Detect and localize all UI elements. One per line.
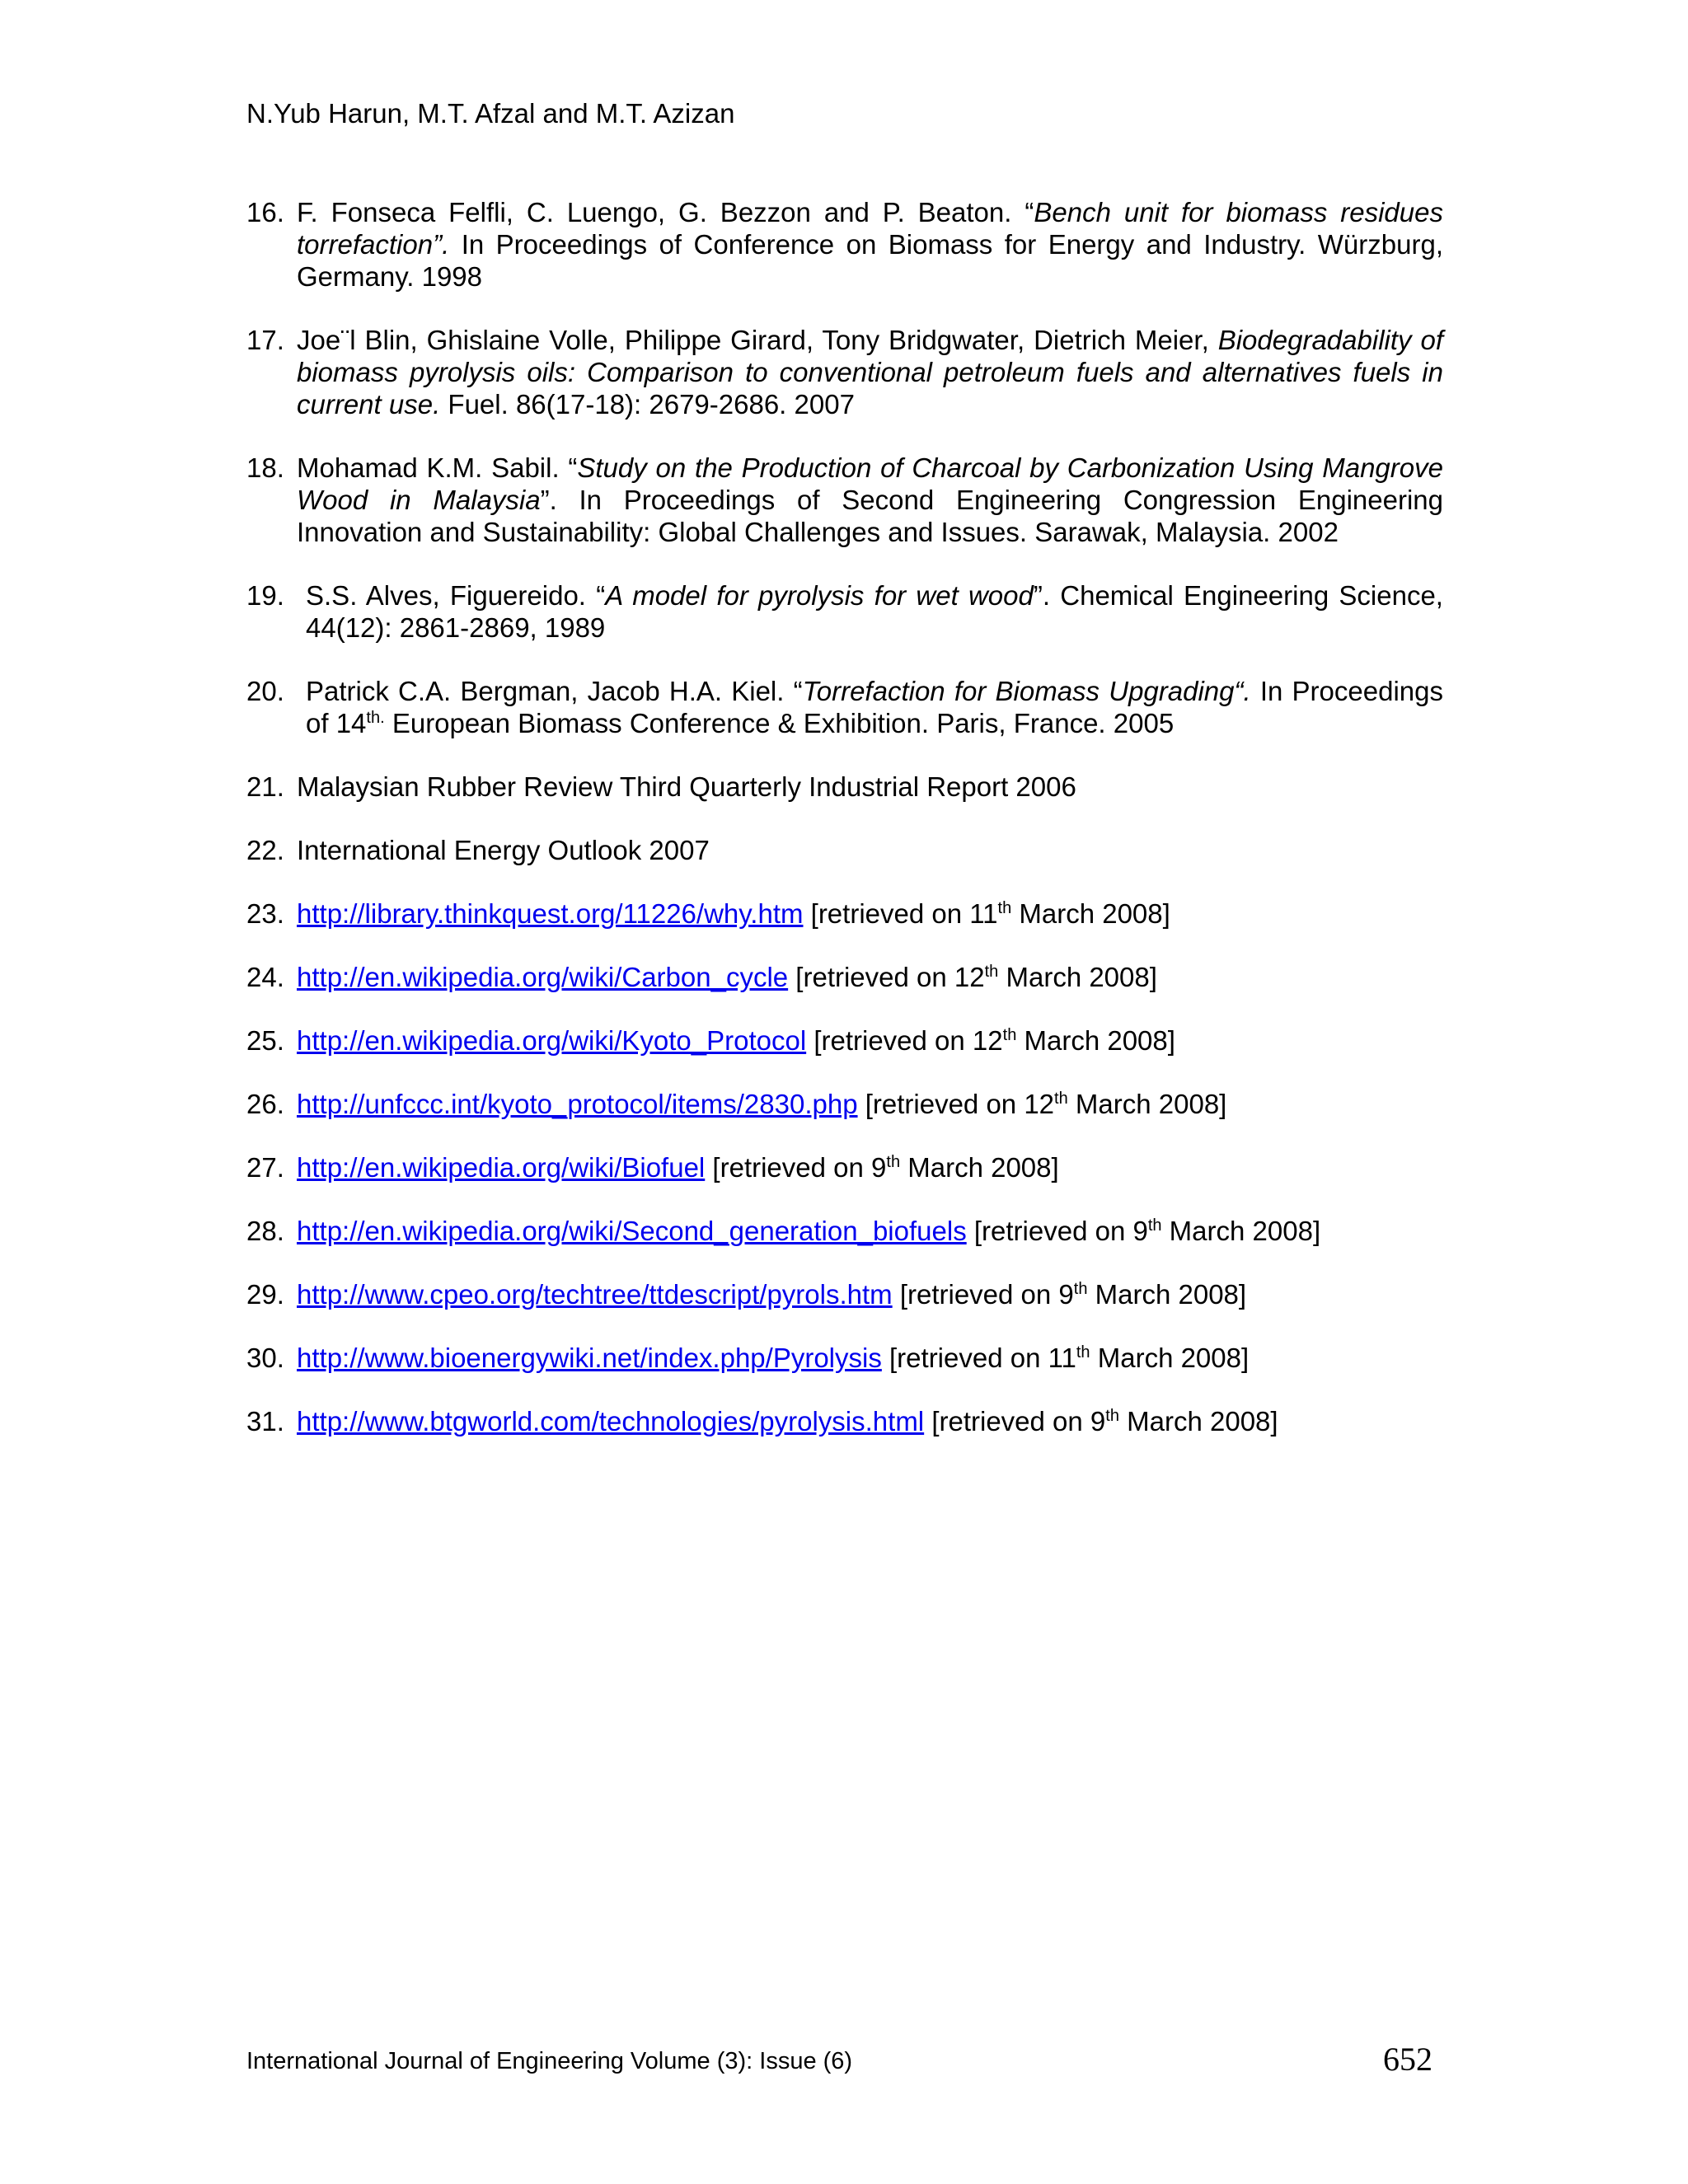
reference-29: [246, 1278, 1443, 1310]
reference-title: Study on the Production of Charcoal by Carbonization Using Mangrove Wood in Malaysia: [297, 452, 1443, 515]
reference-number: 26.: [246, 1089, 284, 1119]
reference-17: [246, 324, 1443, 420]
reference-26: [246, 1088, 1443, 1120]
reference-number: 16.: [246, 197, 284, 227]
reference-text: Mohamad K.M. Sabil. “Study on the Production of Charcoal by Carbonization Using Mangrove Wood in Malaysia”. In Proceedings of Second Engineering Congression Engineering Innovation and Sustainability: Global Challenges and Issues. Sarawak, Malaysia. 2002: [297, 452, 1443, 547]
reference-number: 19.: [246, 580, 284, 611]
reference-19: [246, 579, 1443, 644]
page-number: 652: [1383, 2041, 1432, 2078]
reference-18: [246, 452, 1443, 548]
reference-23: [246, 898, 1443, 930]
reference-link[interactable]: http://www.bioenergywiki.net/index.php/Pyrolysis: [297, 1343, 882, 1373]
reference-title: Torrefaction for Biomass Upgrading“.: [802, 676, 1251, 706]
reference-text: http://www.btgworld.com/technologies/pyrolysis.html [retrieved on 9th March 2008]: [297, 1406, 1278, 1436]
reference-number: 21.: [246, 771, 284, 802]
reference-title: A model for pyrolysis for wet wood: [605, 580, 1034, 611]
reference-25: [246, 1024, 1443, 1057]
reference-28: [246, 1215, 1443, 1247]
reference-text: F. Fonseca Felfli, C. Luengo, G. Bezzon and P. Beaton. “Bench unit for biomass residues torrefaction”. In Proceedings of Conference on Biomass for Energy and Industry. Würzburg, Germany. 1998: [297, 197, 1443, 292]
reference-link[interactable]: http://en.wikipedia.org/wiki/Kyoto_Protocol: [297, 1025, 807, 1056]
reference-number: 23.: [246, 898, 284, 929]
reference-22: [246, 834, 1443, 866]
reference-30: [246, 1342, 1443, 1374]
reference-number: 31.: [246, 1406, 284, 1436]
reference-31: [246, 1405, 1443, 1437]
reference-link[interactable]: http://library.thinkquest.org/11226/why.htm: [297, 898, 804, 929]
reference-text: Joe¨l Blin, Ghislaine Volle, Philippe Girard, Tony Bridgwater, Dietrich Meier, Biodegradability of biomass pyrolysis oils: Comparison to conventional petroleum fuels and alternatives fuels in current use. Fuel. 86(17-18): 2679-2686. 2007: [297, 325, 1443, 419]
reference-text: http://library.thinkquest.org/11226/why.htm [retrieved on 11th March 2008]: [297, 898, 1170, 929]
reference-20: [246, 675, 1443, 739]
reference-link[interactable]: http://www.cpeo.org/techtree/ttdescript/pyrols.htm: [297, 1279, 893, 1310]
reference-text: Patrick C.A. Bergman, Jacob H.A. Kiel. “Torrefaction for Biomass Upgrading“. In Proceedings of $14^{th.}$ European Biomass Conference & Exhibition. Paris, France. 2005: [306, 676, 1443, 738]
reference-27: [246, 1151, 1443, 1183]
reference-text: Malaysian Rubber Review Third Quarterly Industrial Report 2006: [297, 771, 1076, 802]
reference-number: 20.: [246, 676, 284, 706]
reference-number: 22.: [246, 835, 284, 865]
reference-21: [246, 771, 1443, 803]
reference-number: 25.: [246, 1025, 284, 1056]
reference-list: [246, 196, 1443, 1469]
reference-number: 17.: [246, 325, 284, 355]
reference-number: 27.: [246, 1152, 284, 1183]
reference-text: http://www.cpeo.org/techtree/ttdescript/pyrols.htm [retrieved on 9th March 2008]: [297, 1279, 1247, 1310]
reference-number: 29.: [246, 1279, 284, 1310]
footer-journal-title: International Journal of Engineering Volume (3): Issue (6): [246, 2048, 853, 2074]
reference-text: International Energy Outlook 2007: [297, 835, 710, 865]
reference-text: http://en.wikipedia.org/wiki/Second_generation_biofuels [retrieved on 9th March 2008]: [297, 1216, 1321, 1246]
reference-number: 30.: [246, 1343, 284, 1373]
reference-24: [246, 961, 1443, 993]
reference-number: 28.: [246, 1216, 284, 1246]
reference-link[interactable]: http://unfccc.int/kyoto_protocol/items/2830.php: [297, 1089, 858, 1119]
reference-text: http://unfccc.int/kyoto_protocol/items/2830.php [retrieved on 12th March 2008]: [297, 1089, 1227, 1119]
reference-title: Bench unit for biomass residues torrefaction”.: [297, 197, 1443, 260]
reference-text: S.S. Alves, Figuereido. “A model for pyrolysis for wet wood”. Chemical Engineering Science, 44(12): 2861-2869, 1989: [306, 580, 1443, 643]
reference-link[interactable]: http://en.wikipedia.org/wiki/Carbon_cycle: [297, 962, 789, 992]
reference-number: 24.: [246, 962, 284, 992]
reference-number: 18.: [246, 452, 284, 483]
reference-title: Biodegradability of biomass pyrolysis oils: Comparison to conventional petroleum fuels and alternatives fuels in current use.: [297, 325, 1443, 419]
reference-16: [246, 196, 1443, 293]
reference-link[interactable]: http://en.wikipedia.org/wiki/Second_generation_biofuels: [297, 1216, 967, 1246]
reference-link[interactable]: http://en.wikipedia.org/wiki/Biofuel: [297, 1152, 706, 1183]
reference-text: http://en.wikipedia.org/wiki/Biofuel [retrieved on 9th March 2008]: [297, 1152, 1059, 1183]
reference-text: http://en.wikipedia.org/wiki/Carbon_cycle [retrieved on 12th March 2008]: [297, 962, 1157, 992]
reference-link[interactable]: http://www.btgworld.com/technologies/pyrolysis.html: [297, 1406, 925, 1436]
reference-text: http://en.wikipedia.org/wiki/Kyoto_Protocol [retrieved on 12th March 2008]: [297, 1025, 1175, 1056]
reference-text: http://www.bioenergywiki.net/index.php/Pyrolysis [retrieved on 11th March 2008]: [297, 1343, 1250, 1373]
running-header: N.Yub Harun, M.T. Afzal and M.T. Azizan: [246, 98, 735, 129]
